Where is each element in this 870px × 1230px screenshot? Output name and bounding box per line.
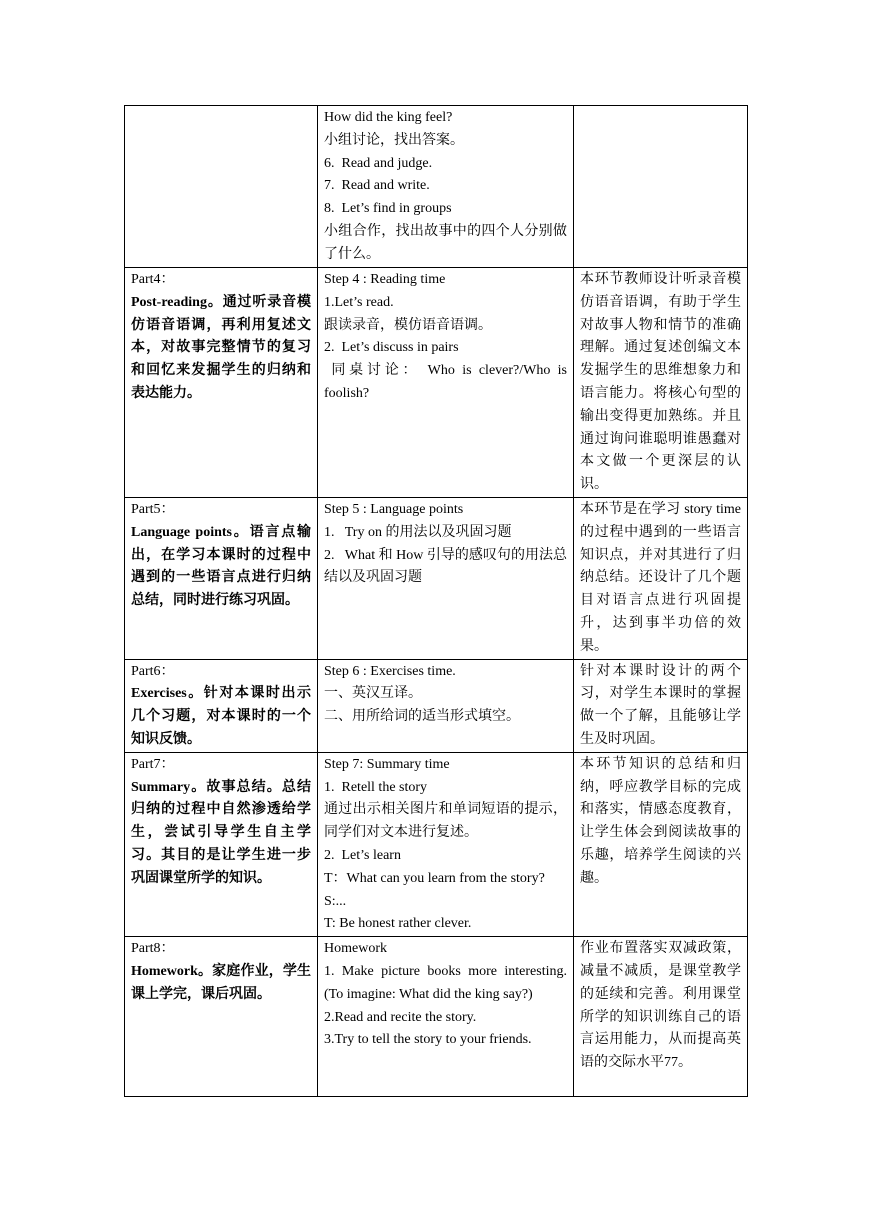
part-cell [125, 659, 318, 752]
purpose-cell [574, 106, 748, 268]
step-line: 2. What 和 How 引导的感叹句的用法总结以及巩固习题 [324, 547, 567, 586]
purpose-text: 本环节知识的总结和归纳，呼应教学目标的完成和落实，情感态度教育，让学生体会到阅读故事的乐趣，培养学生阅读的兴趣。 [580, 756, 741, 886]
table-row [125, 106, 748, 268]
step-line: 3.Try to tell the story to your friends. [324, 1032, 532, 1048]
table-row [125, 937, 748, 1097]
purpose-cell [574, 497, 748, 659]
part-description [131, 686, 311, 747]
purpose-cell [574, 752, 748, 936]
part-number: Part7： [131, 756, 175, 772]
purpose-text: 作业布置落实双减政策，减量不减质，是课堂教学的延续和完善。利用课堂所学的知识训练自己的语言运用能力，从而提高英语的交际水平77。 [580, 941, 741, 1071]
part-description [131, 780, 311, 886]
part-description [131, 525, 311, 608]
part-desc-text: 。通过听录音模仿语音语调，再利用复述文本，对故事完整情节的复习和回忆来发掘学生的归纳和表达能力。 [131, 294, 311, 401]
purpose-cell [574, 268, 748, 498]
step-line: 跟读录音，模仿语音语调。 [324, 317, 492, 333]
purpose-cell [574, 937, 748, 1097]
step-cell [318, 659, 574, 752]
step-line: 1. Try on 的用法以及巩固习题 [324, 524, 512, 540]
step-line: S:... [324, 893, 347, 909]
step-line: 2. Let’s discuss in pairs [324, 340, 459, 356]
step-line: 6. Read and judge. [324, 155, 433, 171]
step-line: 7. Read and write. [324, 178, 430, 194]
step-line: 一、英汉互译。 [324, 686, 422, 702]
table-row [125, 268, 748, 498]
part-title: Homework [131, 963, 198, 979]
lesson-plan-body [125, 106, 748, 1097]
step-line: Homework [324, 941, 387, 957]
part-cell [125, 106, 318, 268]
step-cell [318, 268, 574, 498]
part-desc-text: 。故事总结。总结归纳的过程中自然渗透给学生，尝试引导学生自主学习。其目的是让学生进一步巩固课堂所学的知识。 [131, 779, 311, 886]
step-cell [318, 752, 574, 936]
part-cell [125, 752, 318, 936]
step-line: Step 5 : Language points [324, 501, 464, 517]
step-line: 1. Retell the story [324, 779, 428, 795]
part-title: Summary [131, 779, 191, 795]
table-row [125, 752, 748, 936]
step-line: How did the king feel? [324, 110, 453, 125]
step-line: 8. Let’s find in groups [324, 201, 452, 217]
part-cell [125, 937, 318, 1097]
part-desc-text: 。家庭作业，学生课上学完，课后巩固。 [131, 963, 311, 1002]
table-row [125, 659, 748, 752]
part-cell [125, 268, 318, 498]
part-title: Exercises [131, 686, 187, 702]
purpose-text: 针对本课时设计的两个习，对学生本课时的掌握做一个了解，且能够让学生及时巩固。 [580, 663, 741, 747]
purpose-cell [574, 659, 748, 752]
part-title: Language points [131, 524, 232, 540]
purpose-text: 本环节是在学习 story time 的过程中遇到的一些语言知识点，并对其进行了归纳总结。还设计了几个题目对语言点进行巩固提升，达到事半功倍的效果。 [580, 501, 741, 654]
step-line: 1. Make picture books more interesting. [324, 963, 567, 979]
step-line: 小组讨论，找出答案。 [324, 132, 464, 148]
step-line: T: Be honest rather clever. [324, 916, 472, 932]
step-cell [318, 497, 574, 659]
step-cell [318, 106, 574, 268]
part-desc-text: 。针对本课时出示几个习题，对本课时的一个知识反馈。 [131, 686, 311, 747]
lesson-plan-table [124, 105, 748, 1097]
step-line: 1.Let’s read. [324, 294, 394, 310]
part-description [131, 964, 311, 1002]
step-line: 2. Let’s learn [324, 847, 401, 863]
part-title: Post-reading [131, 294, 207, 310]
step-line: 小组合作，找出故事中的四个人分别做了什么。 [324, 223, 567, 262]
step-line: Step 6 : Exercises time. [324, 663, 456, 679]
table-row [125, 497, 748, 659]
purpose-text: 本环节教师设计听录音模仿语音语调，有助于学生对故事人物和情节的准确理解。通过复述创编文本发掘学生的思维想象力和语言能力。将核心句型的输出变得更加熟练。并且通过询问谁聪明谁愚蠢对本文做一个更深层的认识。 [580, 272, 741, 493]
part-number: Part6： [131, 663, 175, 679]
step-line: Step 7: Summary time [324, 756, 450, 772]
step-cell [318, 937, 574, 1097]
step-line: 2.Read and recite the story. [324, 1009, 477, 1025]
part-number: Part4： [131, 272, 175, 287]
part-number: Part5： [131, 501, 175, 517]
part-desc-text: 。语言点输出，在学习本课时的过程中遇到的一些语言点进行归纳总结，同时进行练习巩固。 [131, 524, 311, 609]
step-line: 同桌讨论： Who is clever?/Who is foolish? [324, 363, 571, 401]
part-cell [125, 497, 318, 659]
step-line: Step 4 : Reading time [324, 272, 446, 287]
step-line: T：What can you learn from the story? [324, 870, 545, 886]
step-line: 二、用所给词的适当形式填空。 [324, 709, 520, 725]
part-number: Part8： [131, 941, 175, 957]
part-description [131, 295, 311, 401]
step-line: 通过出示相关图片和单词短语的提示，同学们对文本进行复述。 [324, 802, 567, 841]
step-line: (To imagine: What did the king say?) [324, 986, 533, 1002]
